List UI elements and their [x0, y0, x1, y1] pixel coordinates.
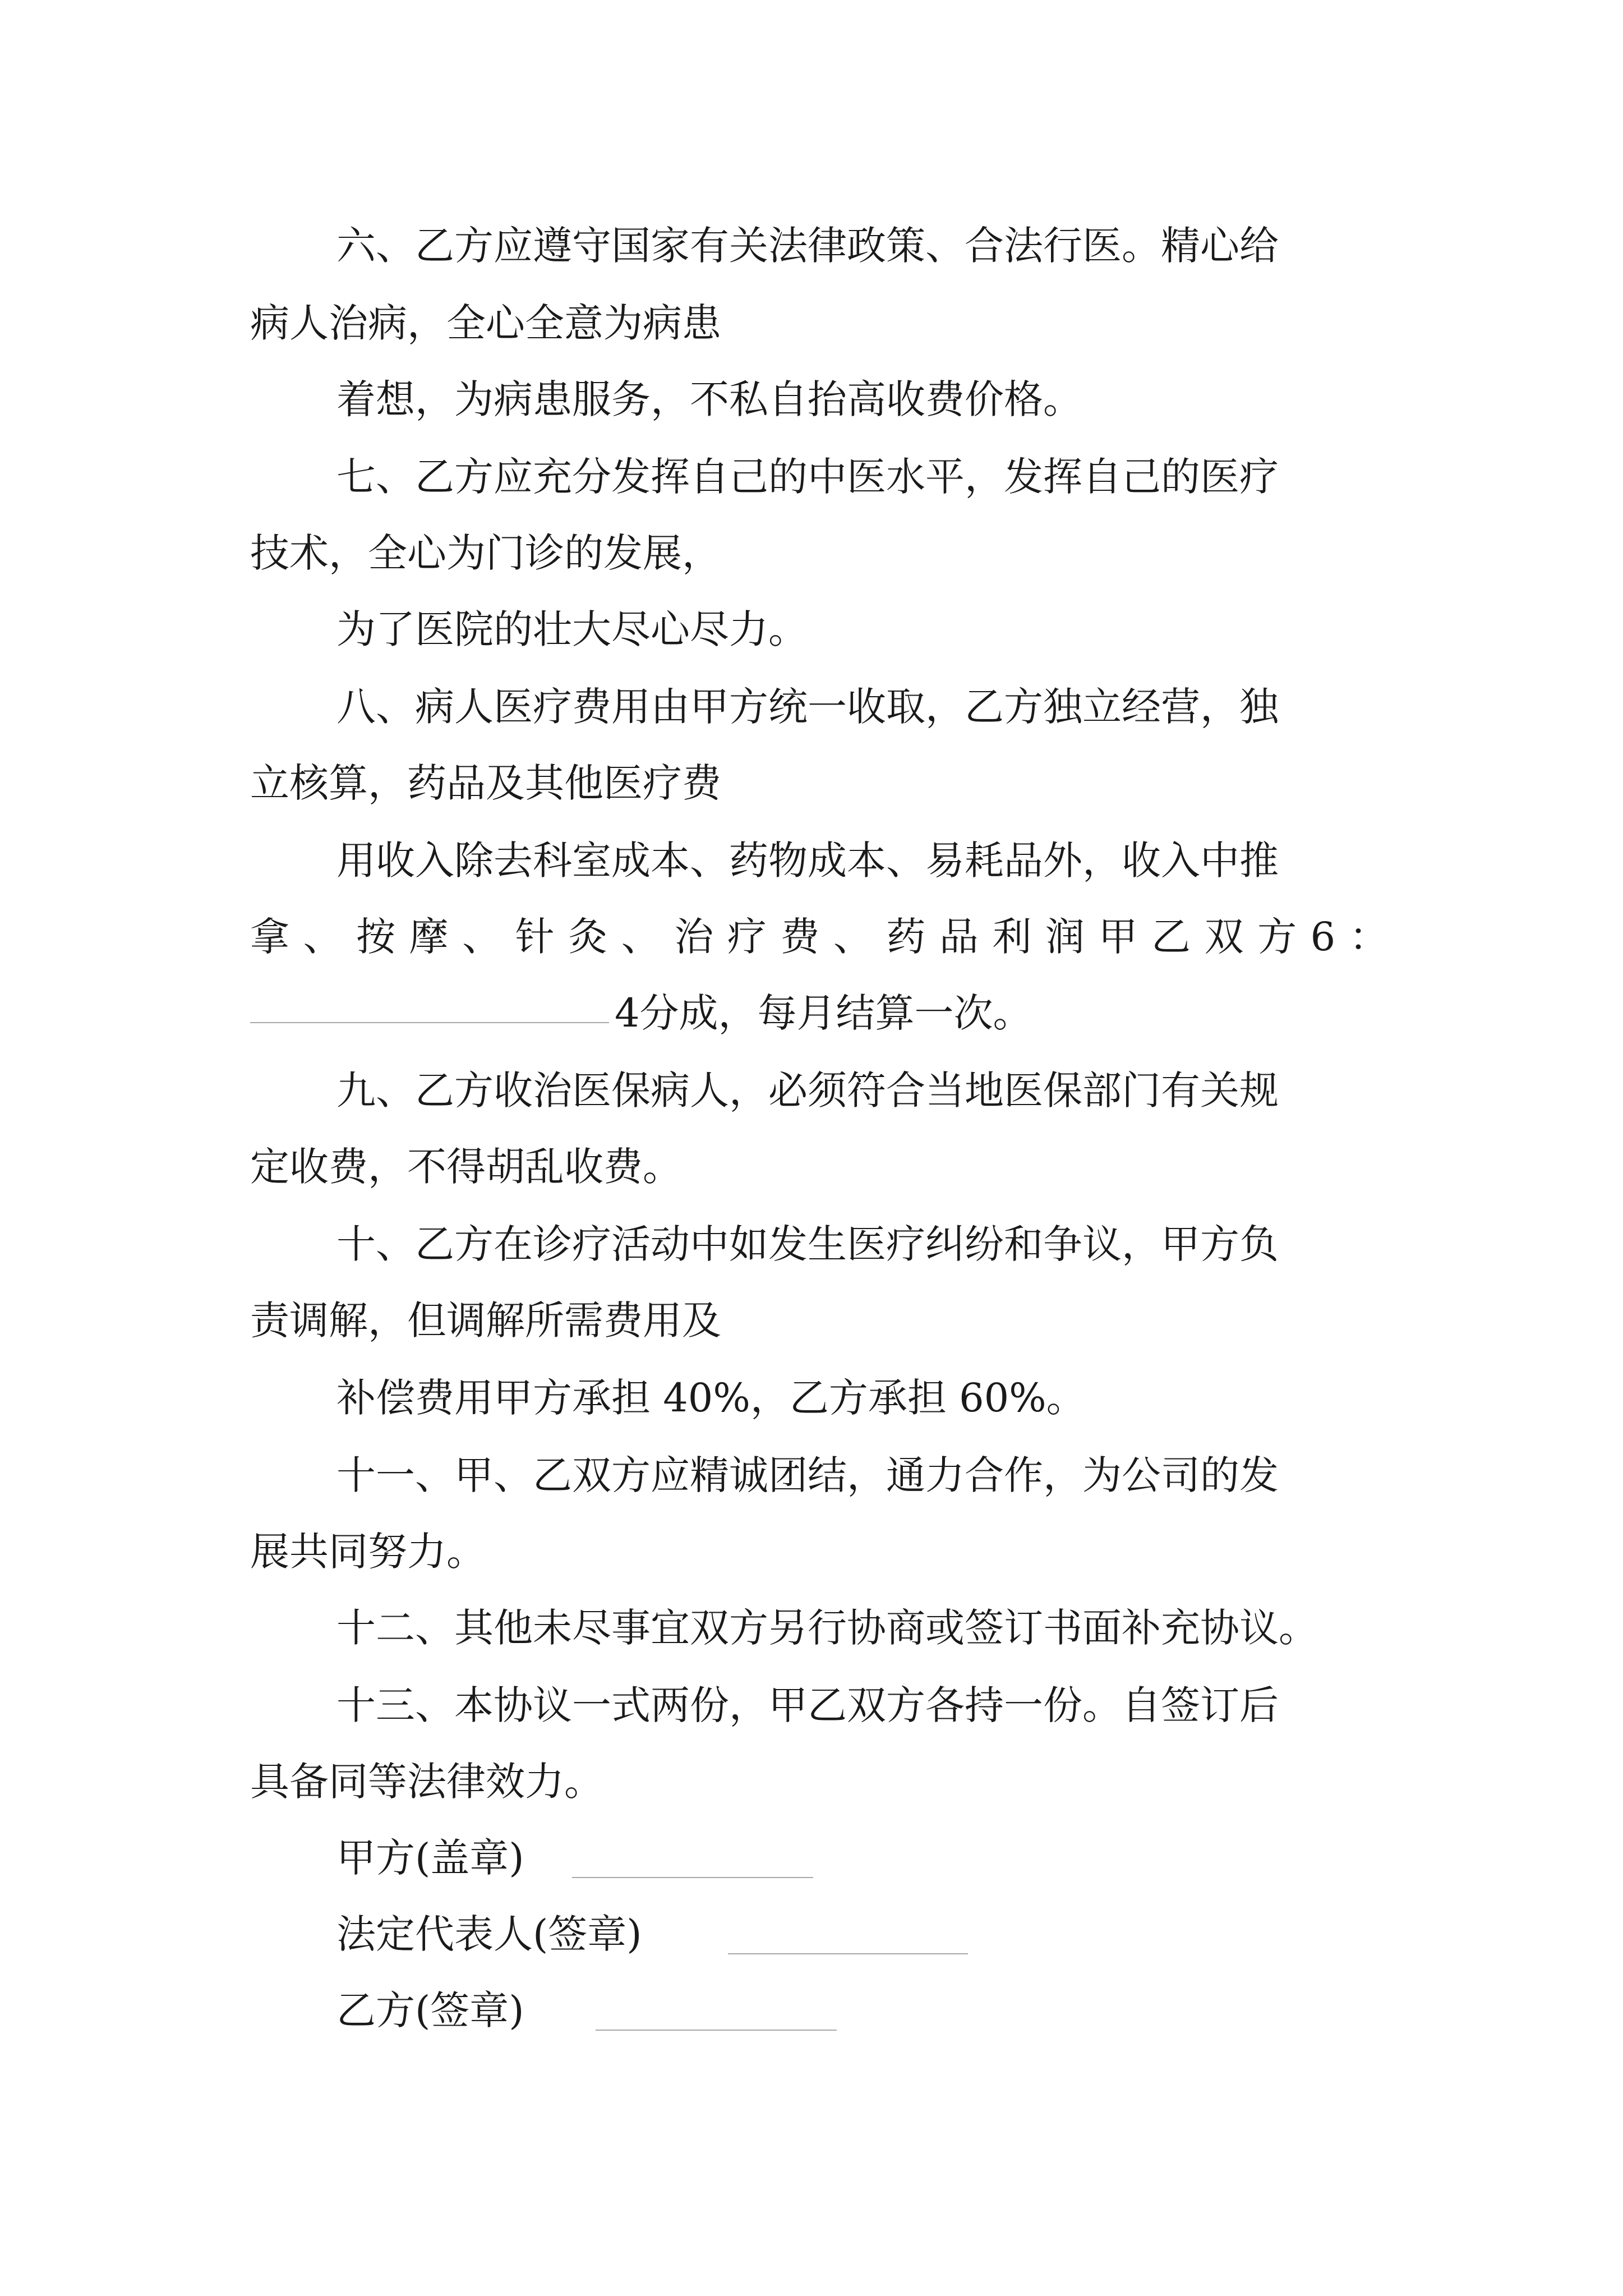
clause-9-line-1: 九、乙方收治医保病人，必须符合当地医保部门有关规: [336, 1068, 1279, 1114]
char: 甲: [1098, 914, 1138, 960]
char: 、: [621, 914, 661, 960]
char: 拿: [250, 914, 289, 960]
char: 利: [992, 914, 1032, 960]
blank-underline: [250, 981, 609, 1023]
clause-12-line-1: 十二、其他未尽事宜双方另行协商或签订书面补充协议。: [336, 1605, 1318, 1651]
clause-6-line-3: 着想，为病患服务，不私自抬高收费价格。: [336, 376, 1082, 422]
char: 灸: [568, 914, 608, 960]
clause-8-line-5: [250, 981, 1389, 1046]
char: 、: [462, 914, 502, 960]
clause-10-line-3: 补偿费用甲方承担 40%，乙方承担 60%。: [336, 1375, 1086, 1421]
clause-9-line-2: 定收费，不得胡乱收费。: [250, 1144, 682, 1190]
char: 润: [1045, 914, 1085, 960]
char: 按: [356, 914, 396, 960]
char: 6: [1310, 914, 1336, 960]
clause-10-line-1: 十、乙方在诊疗活动中如发生医疗纠纷和争议，甲方负: [336, 1221, 1279, 1267]
char: 药: [886, 914, 926, 960]
legal-representative-signature-line: [728, 1953, 968, 1954]
party-b-signature-label: 乙方(签章): [336, 1987, 524, 2033]
char: 乙: [1151, 914, 1191, 960]
char: 双: [1204, 914, 1244, 960]
clause-13-line-1: 十三、本协议一式两份，甲乙双方各持一份。自签订后: [336, 1682, 1279, 1728]
clause-11-line-2: 展共同努力。: [250, 1529, 486, 1575]
char: ：: [1349, 914, 1389, 960]
clause-13-line-2: 具备同等法律效力。: [250, 1759, 603, 1805]
char: 、: [303, 914, 343, 960]
clause-6-line-2: 病人治病，全心全意为病患: [250, 300, 721, 346]
char: 摩: [409, 914, 449, 960]
char: 疗: [727, 914, 767, 960]
clause-6-line-1: 六、乙方应遵守国家有关法律政策、合法行医。精心给: [336, 223, 1279, 269]
clause-8-line-3: 用收入除去科室成本、药物成本、易耗品外，收入中推: [336, 838, 1279, 884]
char: 方: [1257, 914, 1297, 960]
char: 费: [780, 914, 820, 960]
char: 针: [515, 914, 555, 960]
char: 、: [833, 914, 873, 960]
clause-8-line-1: 八、病人医疗费用由甲方统一收取，乙方独立经营，独: [336, 684, 1279, 730]
clause-7-line-3: 为了医院的壮大尽心尽力。: [336, 606, 808, 652]
clause-10-line-2: 责调解，但调解所需费用及: [250, 1297, 721, 1343]
clause-8-line-2: 立核算，药品及其他医疗费: [250, 760, 721, 806]
clause-11-line-1: 十一、甲、乙双方应精诚团结，通力合作，为公司的发: [336, 1452, 1279, 1498]
clause-7-line-1: 七、乙方应充分发挥自己的中医水平，发挥自己的医疗: [336, 454, 1279, 500]
clause-8-line-4: [250, 904, 1389, 969]
clause-8-line-5-text: 4分成，每月结算一次。: [615, 990, 1032, 1036]
legal-representative-label: 法定代表人(签章): [336, 1911, 642, 1957]
party-b-signature-line: [596, 2030, 837, 2031]
char: 品: [939, 914, 979, 960]
party-a-seal-label: 甲方(盖章): [336, 1835, 524, 1881]
party-a-signature-line: [572, 1877, 813, 1878]
char: 治: [674, 914, 714, 960]
clause-7-line-2: 技术，全心为门诊的发展，: [250, 530, 721, 576]
